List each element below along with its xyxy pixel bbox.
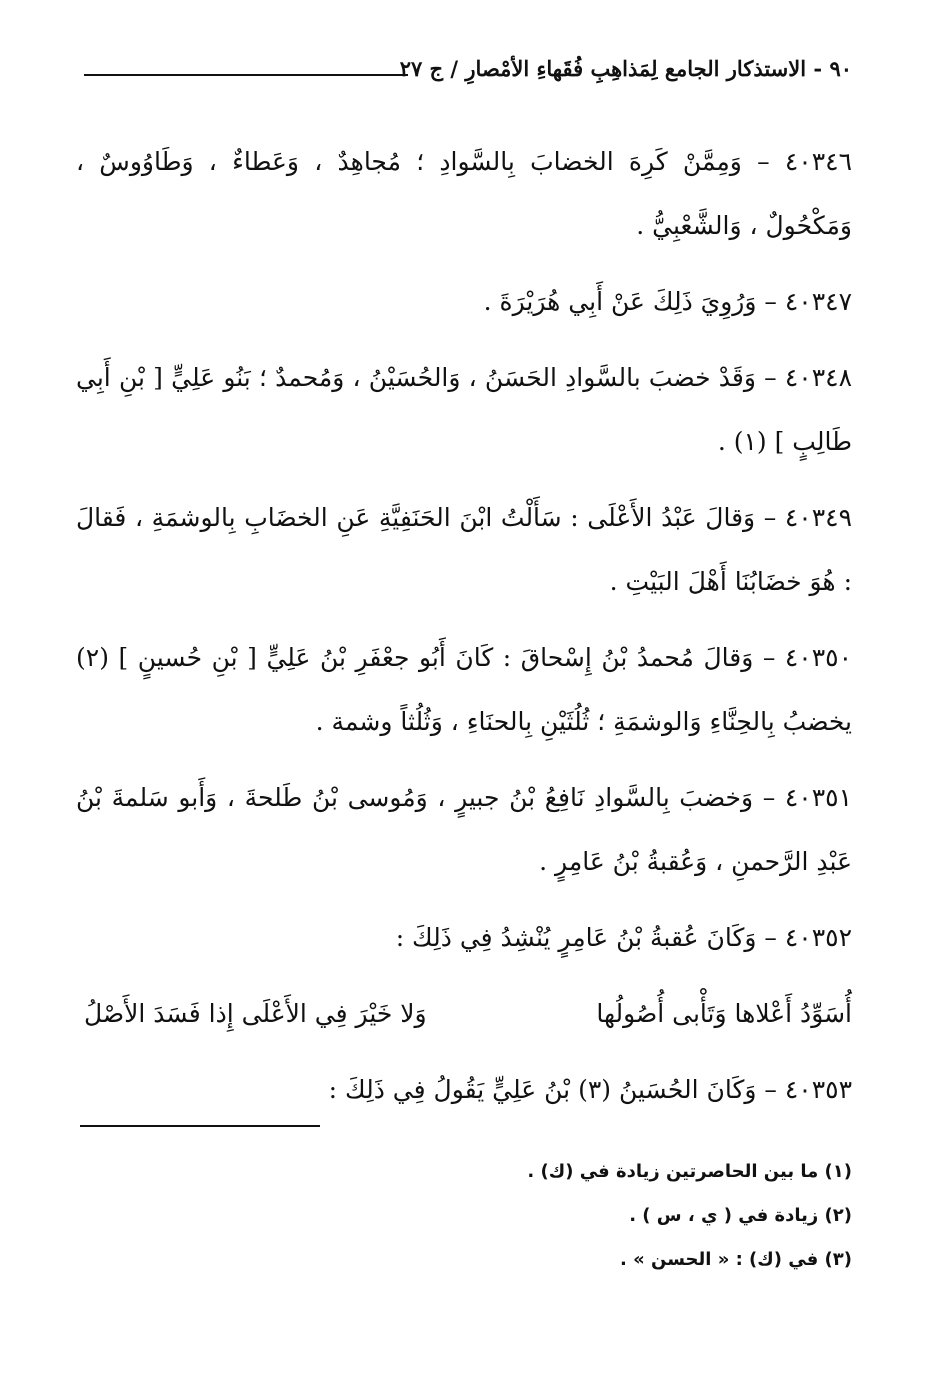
verse-first-hemistich: أُسَوِّدُ أَعْلاها وَتَأْبى أُصُولُها [596,999,852,1028]
header-rule [84,74,408,76]
paragraph-dash: – [764,287,777,316]
paragraph-number: ٤٠٣٥٢ [784,923,852,952]
poetry-verse [76,982,852,1046]
paragraph [76,906,852,970]
paragraph-number: ٤٠٣٥١ [784,783,853,812]
paragraph-dash: – [762,783,776,812]
main-text [76,130,852,1134]
paragraph-number: ٤٠٣٤٧ [784,287,852,316]
paragraph-number: ٤٠٣٤٨ [784,363,852,392]
page-header [80,56,852,96]
paragraph [76,766,852,894]
paragraph [76,270,852,334]
paragraph [76,1058,852,1122]
paragraph-text: وَكَانَ عُقبةُ بْنُ عَامِرٍ يُنْشِدُ فِي ذَلِكَ : [395,923,757,952]
paragraph-number: ٤٠٣٤٩ [784,503,853,532]
paragraph-number: ٤٠٣٤٦ [784,147,853,176]
paragraph-dash: – [757,147,770,176]
paragraph-number: ٤٠٣٥٣ [784,1075,852,1104]
running-head: ٩٠ - الاستذكار الجامع لِمَذاهِبِ فُقَهاءِ الأمْصارِ / ج ٢٧ [399,56,852,81]
paragraph-text: وَقَدْ خضبَ بالسَّوادِ الحَسَنُ ، وَالحُسَيْنُ ، وَمُحمدٌ ؛ بَنُو عَلِيٍّ [ بْنِ أَبِي طَالِبٍ ] (١) . [76,363,852,456]
footnote: (٢) زيادة في ( ي ، س ) . [629,1205,852,1226]
paragraph-number: ٤٠٣٥٠ [784,643,853,672]
paragraph-text: وَخضبَ بِالسَّوادِ نَافِعُ بْنُ جبيرٍ ، وَمُوسى بْنُ طَلحةَ ، وَأَبو سَلمةَ بْنُ عَبْدِ الرَّحمنِ ، وَعُقبةُ بْنُ عَامِرٍ . [76,783,852,876]
paragraph [76,626,852,754]
paragraph-text: وَرُوِيَ ذَلِكَ عَنْ أَبِي هُرَيْرَةَ . [483,287,757,316]
footnote: (٣) في (ك) : « الحسن » . [620,1249,852,1270]
footnote-separator [80,1125,320,1127]
paragraph-text: وَقالَ مُحمدُ بْنُ إِسْحاقَ : كَانَ أَبُو جعْفَرِ بْنُ عَلِيٍّ [ بْنِ حُسينٍ ] (٢) يخضبُ بِالحِنَّاءِ وَالوشمَةِ ؛ ثُلُثَيْنِ بِالحنَاءِ ، وَثُلُثاً وشمة . [76,643,852,736]
paragraph [76,486,852,614]
paragraph-text: وَمِمَّنْ كَرِهَ الخضابَ بِالسَّوادِ ؛ مُجاهِدٌ ، وَعَطاءٌ ، وَطَاوُوسٌ ، وَمَكْحُولٌ ، وَالشَّعْبِيُّ . [76,147,852,240]
paragraph [76,130,852,258]
paragraph [76,346,852,474]
footnotes [76,1150,852,1282]
verse-second-hemistich: وَلا خَيْرَ فِي الأَعْلَى إِذا فَسَدَ الأَصْلُ [84,999,427,1028]
paragraph-dash: – [763,503,777,532]
paragraph-dash: – [764,1075,777,1104]
paragraph-text: وَقالَ عَبْدُ الأَعْلَى : سَأَلْتُ ابْنَ الحَنَفِيَّةِ عَنِ الخضَابِ بِالوشمَةِ ، فَقالَ : هُوَ خضَابُنَا أَهْلَ البَيْتِ . [76,503,852,596]
paragraph-dash: – [762,643,776,672]
paragraph-dash: – [764,923,777,952]
paragraph-dash: – [764,363,777,392]
footnote: (١) ما بين الحاصرتين زيادة في (ك) . [527,1161,852,1182]
paragraph-text: وَكَانَ الحُسَينُ (٣) بْنُ عَلِيٍّ يَقُولُ فِي ذَلِكَ : [328,1075,757,1104]
